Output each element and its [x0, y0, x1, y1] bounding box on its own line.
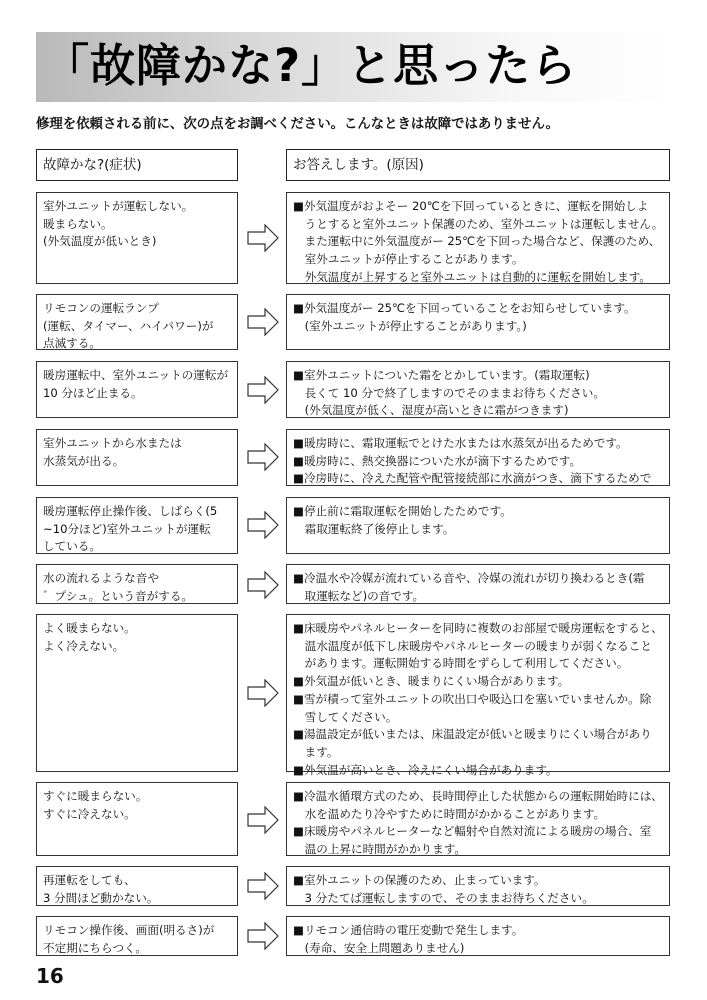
symptom-line: 水蒸気が出る。 — [43, 453, 125, 468]
answer-box — [286, 614, 670, 777]
intro-text: 修理を依頼される前に、次の点をお調べください。こんなときは故障ではありません。 — [36, 117, 560, 132]
answer-line: ■停止前に霜取運転を開始したためです。 — [293, 504, 512, 518]
page-number: 16 — [36, 964, 64, 988]
arrow-icon — [247, 308, 279, 336]
answer-line: 3 分たてば運転しますので、そのままお待ちください。 — [293, 890, 594, 905]
answer-line: ■外気温度がおよそー 20℃を下回っているときに、運転を開始しよ — [293, 199, 649, 213]
answer-box — [286, 782, 670, 856]
answer-line: ます。 — [293, 744, 339, 759]
answer-line: また運転中に外気温度がー 25℃を下回った場合など、保護のため、 — [293, 234, 661, 249]
answer-line: 水を温めたり冷やすために時間がかかることがあります。 — [293, 806, 606, 821]
symptom-box — [36, 614, 238, 772]
answer-line: 長くて 10 分で終了しますのでそのままお待ちください。 — [293, 385, 605, 400]
answer-line: 室外ユニットが停止することがあります。 — [293, 252, 524, 267]
symptom-line: 水の流れるような音や — [43, 571, 159, 585]
symptom-line: 不定期にちらつく。 — [43, 940, 147, 955]
answer-line: (外気温度が低く、湿度が高いときに霜がつきます) — [293, 403, 569, 418]
symptom-line: 10 分ほど止まる。 — [43, 385, 143, 400]
answer-box — [286, 429, 670, 486]
title-bar — [36, 32, 670, 102]
answer-line: 取運転など)の音です。 — [293, 588, 425, 603]
arrow-icon — [247, 511, 279, 539]
answer-line: ■雪が積って室外ユニットの吹出口や吸込口を塞いでいませんか。除 — [293, 691, 652, 706]
answer-line: ■室外ユニットの保護のため、止まっています。 — [293, 873, 546, 887]
arrow-icon — [247, 679, 279, 707]
symptom-box — [36, 192, 238, 284]
answer-box — [286, 866, 670, 906]
symptom-line: 室外ユニットから水または — [43, 436, 182, 450]
answer-line: ■湯温設定が低いまたは、床温設定が低いと暖まりにくい場合があり — [293, 727, 652, 742]
symptom-box — [36, 497, 238, 554]
answer-line: ■床暖房やパネルヒーターを同時に複数のお部屋で暖房運転をすると、 — [293, 621, 663, 635]
symptom-line: ~10分ほど)室外ユニットが運転 — [43, 521, 211, 536]
answer-line: (室外ユニットが停止することがあります。) — [293, 318, 527, 333]
symptom-line: 点滅する。 — [43, 336, 101, 351]
answer-line: (寿命、安全上問題ありません) — [293, 940, 465, 955]
symptom-line: よく暖まらない。 — [43, 621, 136, 635]
symptom-box — [36, 294, 238, 350]
answer-line: 温の上昇に時間がかかります。 — [293, 842, 466, 857]
answer-line: ■暖房時に、熱交換器についた水が滴下するためです。 — [293, 453, 582, 468]
arrow-icon — [247, 922, 279, 950]
symptom-line: 再運転をしても、 — [43, 873, 136, 887]
answer-line: 温水温度が低下し床暖房やパネルヒーターの暖まりが弱くなること — [293, 638, 652, 653]
answer-line: があります。運転開始する時間をずらして利用してください。 — [293, 656, 629, 671]
answer-line: ■暖房時に、霜取運転でとけた水または水蒸気が出るためです。 — [293, 436, 628, 450]
symptom-line: (外気温度が低いとき) — [43, 234, 157, 249]
arrow-icon — [247, 443, 279, 471]
answer-line: 外気温度が上昇すると室外ユニットは自動的に運転を開始します。 — [293, 269, 652, 284]
arrow-icon — [247, 376, 279, 404]
symptom-box — [36, 782, 238, 856]
answer-box — [286, 294, 670, 350]
answer-box — [286, 564, 670, 604]
answer-line: 雪してください。 — [293, 709, 398, 724]
answer-header: お答えします。(原因) — [286, 149, 670, 181]
answer-line: 霜取運転終了後停止します。 — [293, 521, 455, 536]
symptom-line: 暖房運転停止操作後、しばらく(5 — [43, 504, 218, 518]
symptom-line: 暖まらない。 — [43, 216, 113, 231]
symptom-box — [36, 866, 238, 906]
symptom-line: よく冷えない。 — [43, 638, 125, 653]
symptom-header: 故障かな?(症状) — [36, 149, 238, 181]
page-title: 「故障かな?」と思ったら — [44, 39, 578, 92]
symptom-box — [36, 361, 238, 418]
answer-box — [286, 361, 670, 418]
symptom-box — [36, 916, 238, 956]
answer-line: ■室外ユニットについた霜をとかしています。(霜取運転) — [293, 368, 590, 382]
arrow-icon — [247, 571, 279, 599]
arrow-icon — [247, 806, 279, 834]
answer-line: ■冷温水や冷媒が流れている音や、冷媒の流れが切り換わるとき(霜 — [293, 571, 645, 585]
symptom-line: 3 分間ほど動かない。 — [43, 890, 159, 905]
answer-line: ■床暖房やパネルヒーターなど輻射や自然対流による暖房の場合、室 — [293, 824, 652, 839]
answer-line: ■外気温度がー 25℃を下回っていることをお知らせしています。 — [293, 301, 636, 315]
symptom-line: リモコンの運転ランプ — [43, 301, 159, 315]
answer-line: ■外気温が低いとき、暖まりにくい場合があります。 — [293, 674, 570, 689]
answer-box — [286, 497, 670, 554]
symptom-box — [36, 564, 238, 604]
answer-line: ■外気温が高いとき、冷えにくい場合があります。 — [293, 762, 558, 777]
symptom-line: (運転、タイマー、ハイパワー)が — [43, 318, 214, 333]
answer-line: ■リモコン通信時の電圧変動で発生します。 — [293, 923, 524, 937]
answer-box — [286, 192, 670, 284]
answer-box — [286, 916, 670, 956]
symptom-line: リモコン操作後、画面(明るさ)が — [43, 923, 215, 937]
symptom-line: すぐに冷えない。 — [43, 806, 136, 821]
answer-line: うとすると室外ユニット保護のため、室外ユニットは運転しません。 — [293, 216, 664, 231]
symptom-line: ゛プシュ。という音がする。 — [43, 588, 194, 603]
symptom-line: 暖房運転中、室外ユニットの運転が — [43, 368, 229, 382]
symptom-line: すぐに暖まらない。 — [43, 789, 148, 803]
answer-line: ■冷温水循環方式のため、長時間停止した状態からの運転開始時には、 — [293, 789, 663, 803]
answer-line: ■冷房時に、冷えた配管や配管接続部に水滴がつき、滴下するためで — [293, 471, 652, 486]
arrow-icon — [247, 872, 279, 900]
arrow-icon — [247, 224, 279, 252]
symptom-line: している。 — [43, 539, 101, 554]
symptom-line: 室外ユニットが運転しない。 — [43, 199, 194, 213]
symptom-box — [36, 429, 238, 486]
